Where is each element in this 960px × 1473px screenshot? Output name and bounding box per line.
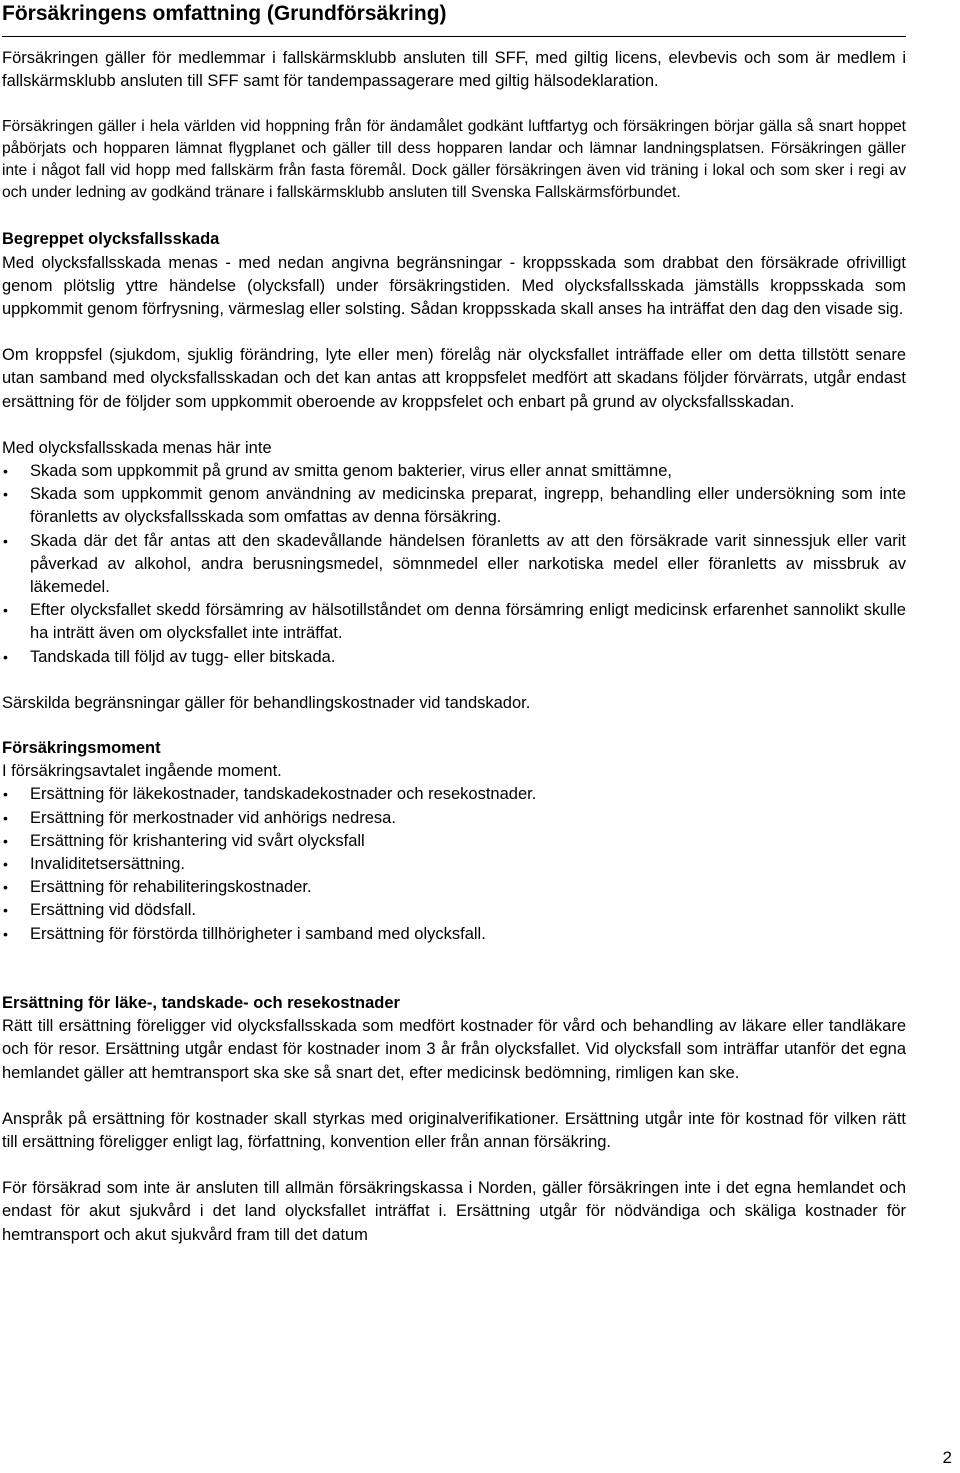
list-item: • Ersättning för merkostnader vid anhörigs nedresa. [2, 807, 906, 830]
intro-paragraph-2: Försäkringen gäller i hela världen vid hoppning från för ändamålet godkänt luftfartyg och försäkringen börjar gälla så snart hoppet påbörjats och hopparen lämnat flygplanet och gäller till dess hopparen landar och lämnar landningsplatsen. Försäkringen gäller inte i något fall vid hopp med fallskärm från fasta föremål. Dock gäller försäkringen även vid träning i lokal och som sker i regi av och under ledning av godkänd tränare i fallskärmsklubb ansluten till Svenska Fallskärmsförbundet. [2, 118, 906, 202]
list-item: • Tandskada till följd av tugg- eller bitskada. [2, 646, 906, 669]
bullet-icon: • [3, 925, 8, 942]
list-item: • Ersättning för krishantering vid svårt olycksfall [2, 830, 906, 853]
intro-paragraph-1: Försäkringen gäller för medlemmar i fallskärmsklubb ansluten till SFF, med giltig licens, elevbevis och som är medlem i fallskärmsklubb ansluten till SFF samt för tandempassagerare med giltig hälsodeklaration. [2, 49, 906, 91]
page-number: 2 [942, 1448, 952, 1467]
bullet-icon: • [3, 832, 8, 849]
lakekostnader-paragraph-3: För försäkrad som inte är ansluten till allmän försäkringskassa i Norden, gäller försäkringen inte i det egna hemlandet och endast för akut sjukvård i det land olycksfallet inträffat i. Ersättning utgår för nödvändiga och skäliga kostnader för hemtransport och akut sjukvård fram till det datum [2, 1179, 906, 1244]
list-item: • Skada som uppkommit på grund av smitta genom bakterier, virus eller annat smittämne, [2, 460, 906, 483]
bullet-icon: • [3, 902, 8, 919]
page-title: Försäkringens omfattning (Grundförsäkring) [2, 2, 447, 25]
exclusions-intro: Med olycksfallsskada menas här inte [2, 438, 272, 457]
list-item: • Efter olycksfallet skedd försämring av hälsotillståndet om denna försämring enligt medicinsk erfarenhet sannolikt skulle ha inträtt även om olycksfallet inte inträffat. [3, 601, 906, 643]
title-divider [2, 36, 906, 37]
list-item: • Ersättning för läkekostnader, tandskadekostnader och resekostnader. [2, 783, 906, 806]
list-item: • Skada där det får antas att den skadevållande händelsen föranletts av att den försäkrade varit sinnessjuk eller varit påverkad av alkohol, andra berusningsmedel, sömnmedel eller narkotiska medel eller föranletts av missbruk av läkemedel. [3, 531, 906, 597]
bullet-icon: • [3, 879, 8, 896]
bullet-icon: • [3, 786, 8, 803]
bullet-icon: • [3, 463, 8, 480]
list-item: • Ersättning vid dödsfall. [2, 899, 906, 922]
moment-intro: I försäkringsavtalet ingående moment. [2, 762, 282, 781]
list-item: • Ersättning för rehabiliteringskostnader. [2, 876, 906, 899]
bullet-icon: • [3, 856, 8, 873]
bullet-icon: • [3, 809, 8, 826]
list-item: • Skada som uppkommit genom användning av medicinska preparat, ingrepp, behandling eller undersökning som inte föranletts av olycksfallsskada som omfattas av denna försäkring. [3, 485, 906, 527]
kroppsfel-paragraph: Om kroppsfel (sjukdom, sjuklig förändring, lyte eller men) förelåg när olycksfallet inträffade eller om detta tillstött senare utan samband med olycksfallsskadan och det kan antas att kroppsfelet medfört att skadans följder förvärrats, utgår endast ersättning för de följder som uppkommit oberoende av kroppsfelet och enbart på grund av olycksfallsskadan. [2, 346, 906, 411]
list-item: • Ersättning för förstörda tillhörigheter i samband med olycksfall. [2, 923, 906, 946]
document-page [2, 0, 906, 1247]
dental-note: Särskilda begränsningar gäller för behandlingskostnader vid tandskador. [2, 693, 531, 712]
section-heading-lakekostnader: Ersättning för läke-, tandskade- och resekostnader [2, 993, 400, 1012]
olycksfall-definition: Med olycksfallsskada menas - med nedan angivna begränsningar - kroppsskada som drabbat den försäkrade ofrivilligt genom plötslig yttre händelse (olycksfall) under försäkringstiden. Med olycksfallsskada jämställs kroppsskada som uppkommit genom förfrysning, värmeslag eller solsting. Sådan kroppsskada skall anses ha inträffat den dag den visade sig. [2, 253, 906, 319]
list-item: • Invaliditetsersättning. [2, 853, 906, 876]
bullet-icon: • [3, 602, 8, 619]
section-heading-forsakringsmoment: Försäkringsmoment [2, 739, 161, 758]
exclusions-list [2, 460, 906, 669]
lakekostnader-paragraph-1: Rätt till ersättning föreligger vid olycksfallsskada som medfört kostnader för vård och behandling av läkare eller tandläkare och för resor. Ersättning utgår endast för kostnader inom 3 år från olycksfallet. Vid olycksfall som inträffar utanför det egna hemlandet gäller att hemtransport ska ske så snart det, efter medicinsk bedömning, rimligen kan ske. [2, 1017, 906, 1082]
bullet-icon: • [3, 486, 8, 503]
section-heading-olycksfallsskada: Begreppet olycksfallsskada [2, 230, 220, 249]
lakekostnader-paragraph-2: Anspråk på ersättning för kostnader skall styrkas med originalverifikationer. Ersättning utgår inte för kostnad för vilken rätt till ersättning föreligger enligt lag, författning, konvention eller från annan försäkring. [2, 1109, 906, 1151]
bullet-icon: • [3, 648, 8, 665]
moment-list [2, 783, 906, 945]
bullet-icon: • [3, 532, 8, 549]
